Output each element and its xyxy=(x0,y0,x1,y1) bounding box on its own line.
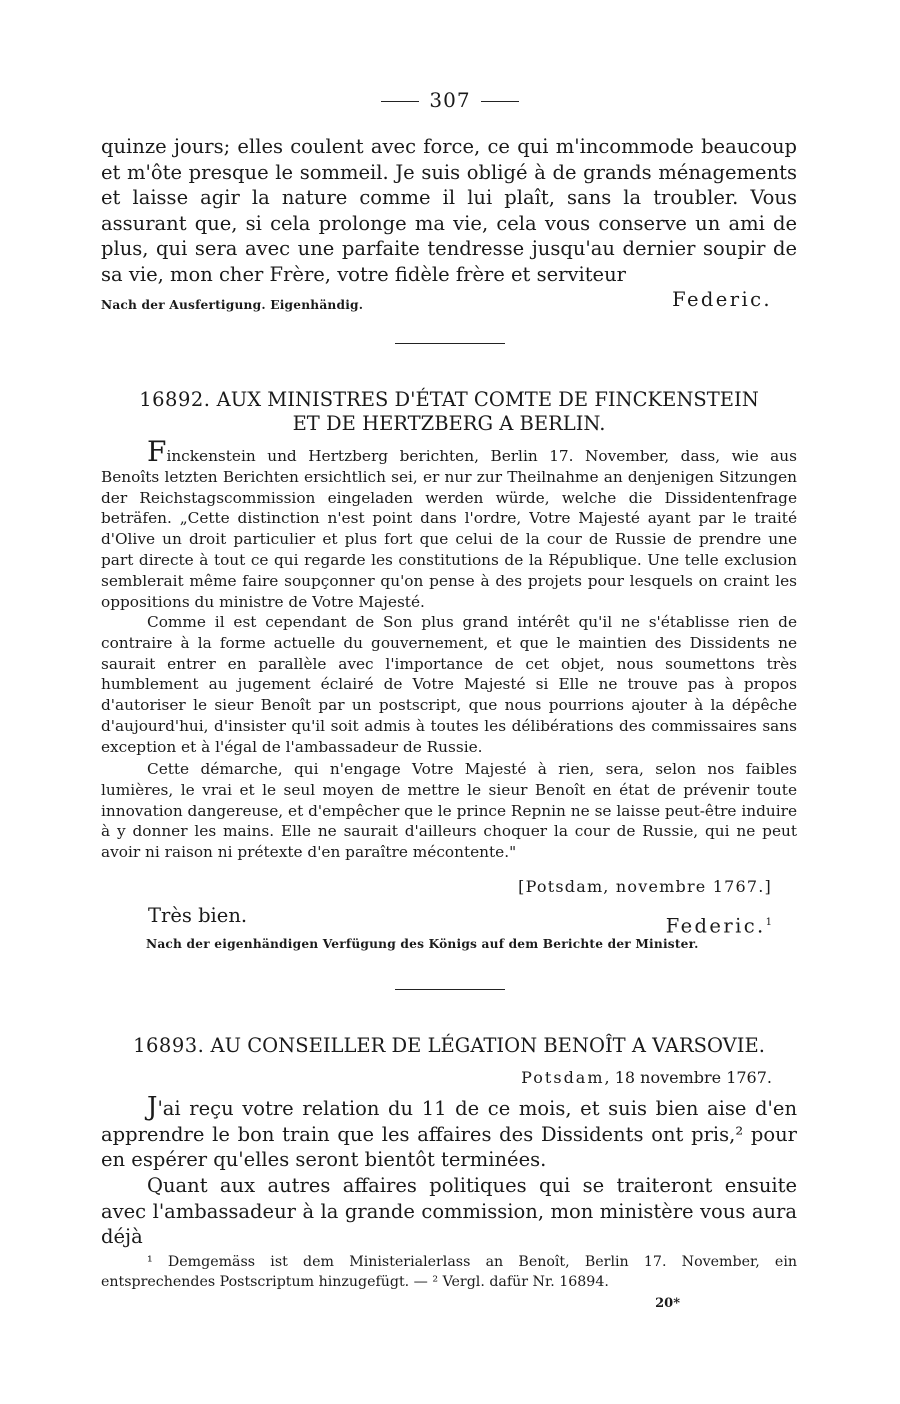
doc-16892-paragraph-2: Comme il est cependant de Son plus grand intérêt qu'il ne s'établisse rien de contraire à la forme actuelle du gouvernement, et que le maintien des Dissidents ne saurait entrer en parallèle avec l'importance de cet objet, nous soumettons très humblement au jugement éclairé de Votre Majesté si Elle ne trouve pas à propos d'autoriser le sieur Benoît par un postscript, que nous pourrions ajouter à la dépêche d'aujourd'hui, d'insister qu'il soit admis à toutes les délibérations des commissaires sans exception et à l'égal de l'ambassadeur de Russie. xyxy=(101,613,797,756)
page-number-dash-right xyxy=(481,101,519,102)
doc-16892-reply: Très bien. xyxy=(148,904,248,927)
doc-16893-title: AU CONSEILLER DE LÉGATION BENOÎT A VARSOVIE. xyxy=(210,1034,765,1057)
doc-16893-heading xyxy=(101,1034,797,1058)
doc-16893-date: , 18 novembre 1767. xyxy=(604,1068,772,1087)
doc-16893-paragraph-1-text: 'ai reçu votre relation du 11 de ce mois, et suis bien aise d'en apprendre le bon train que les affaires des Dissidents ont pris,² pour en espérer qu'elles seront bientôt terminées. xyxy=(101,1097,797,1171)
section-divider-1 xyxy=(395,343,505,344)
signature-mark: 20* xyxy=(655,1296,680,1311)
page-number-dash-left xyxy=(381,101,419,102)
doc-16892-title-line1: AUX MINISTRES D'ÉTAT COMTE DE FINCKENSTEIN xyxy=(216,388,759,411)
doc-16893-paragraph-2: Quant aux autres affaires politiques qui se traiteront ensuite avec l'ambassadeur à la grande commission, mon ministère vous aura déjà xyxy=(101,1174,797,1248)
doc-16892-summary xyxy=(101,435,797,612)
doc-16893-place-date xyxy=(470,1068,772,1088)
letter-end-text: quinze jours; elles coulent avec force, ce qui m'incommode beaucoup et m'ôte presque le sommeil. Je suis obligé à de grands ménagements et laisse agir la nature comme il lui plaît, sans la troubler. Vous assurant que, si cela prolonge ma vie, cela vous conserve un ami de plus, qui sera avec une parfaite tendresse jusqu'au dernier soupir de sa vie, mon cher Frère, votre fidèle frère et serviteur xyxy=(101,135,797,286)
letter-end-source-note: Nach der Ausfertigung. Eigenhändig. xyxy=(101,298,364,312)
doc-16893-initial: J xyxy=(147,1092,158,1122)
doc-16892-number: 16892. xyxy=(139,388,211,411)
doc-16892-initial: F xyxy=(147,435,167,468)
doc-16892-source-note: Nach der eigenhändigen Verfügung des Königs auf dem Berichte der Minister. xyxy=(146,937,699,951)
footnotes: ¹ Demgemäss ist dem Ministerialerlass an Benoît, Berlin 17. November, ein entsprechendes Postscriptum hinzugefügt. — ² Vergl. dafür Nr. 16894. xyxy=(101,1254,797,1290)
doc-16893-place: Potsdam xyxy=(521,1068,605,1087)
doc-16893-paragraph-1 xyxy=(101,1092,797,1173)
letter-end-signature: Federic. xyxy=(672,288,772,311)
section-divider-2 xyxy=(395,989,505,990)
doc-16892-place-date: [Potsdam, novembre 1767.] xyxy=(518,877,772,896)
doc-16893-number: 16893. xyxy=(133,1034,205,1057)
doc-16892-signature: Federic.$^1$ xyxy=(665,914,772,938)
doc-16892-title-line2: ET DE HERTZBERG A BERLIN. xyxy=(292,412,606,435)
doc-16892-summary-text: inckenstein und Hertzberg berichten, Berlin 17. November, dass, wie aus Benoîts letzten Berichten ersichtlich sei, er nur zur Theilnahme an denjenigen Sitzungen der Reichstagscommission eingeladen werden würde, welche die Dissidentenfrage beträfen. „Cette distinction n'est point dans l'ordre, Votre Majesté ayant par le traité d'Olive un droit particulier et plus fort que celui de la cour de Russie de prendre une part directe à tout ce qui regarde les constitutions de la République. Une telle exclusion semblerait même faire soupçonner qu'on pense à des projets pour lesquels on craint les oppositions du ministre de Votre Majesté. xyxy=(101,447,797,611)
page-number: 307 xyxy=(370,88,530,112)
doc-16892-heading xyxy=(101,388,797,436)
footnote-ref-1: 1 xyxy=(765,917,772,928)
doc-16892-paragraph-3: Cette démarche, qui n'engage Votre Majesté à rien, sera, selon nos faibles lumières, le vrai et le seul moyen de mettre le sieur Benoît en état de prévenir toute innovation dangereuse, et d'empêcher que le prince Repnin ne se laisse peut-être induire à y donner les mains. Elle ne saurait d'ailleurs choquer la cour de Russie, qui ne peut avoir ni raison ni prétexte d'en paraître mécontente." xyxy=(101,760,797,862)
